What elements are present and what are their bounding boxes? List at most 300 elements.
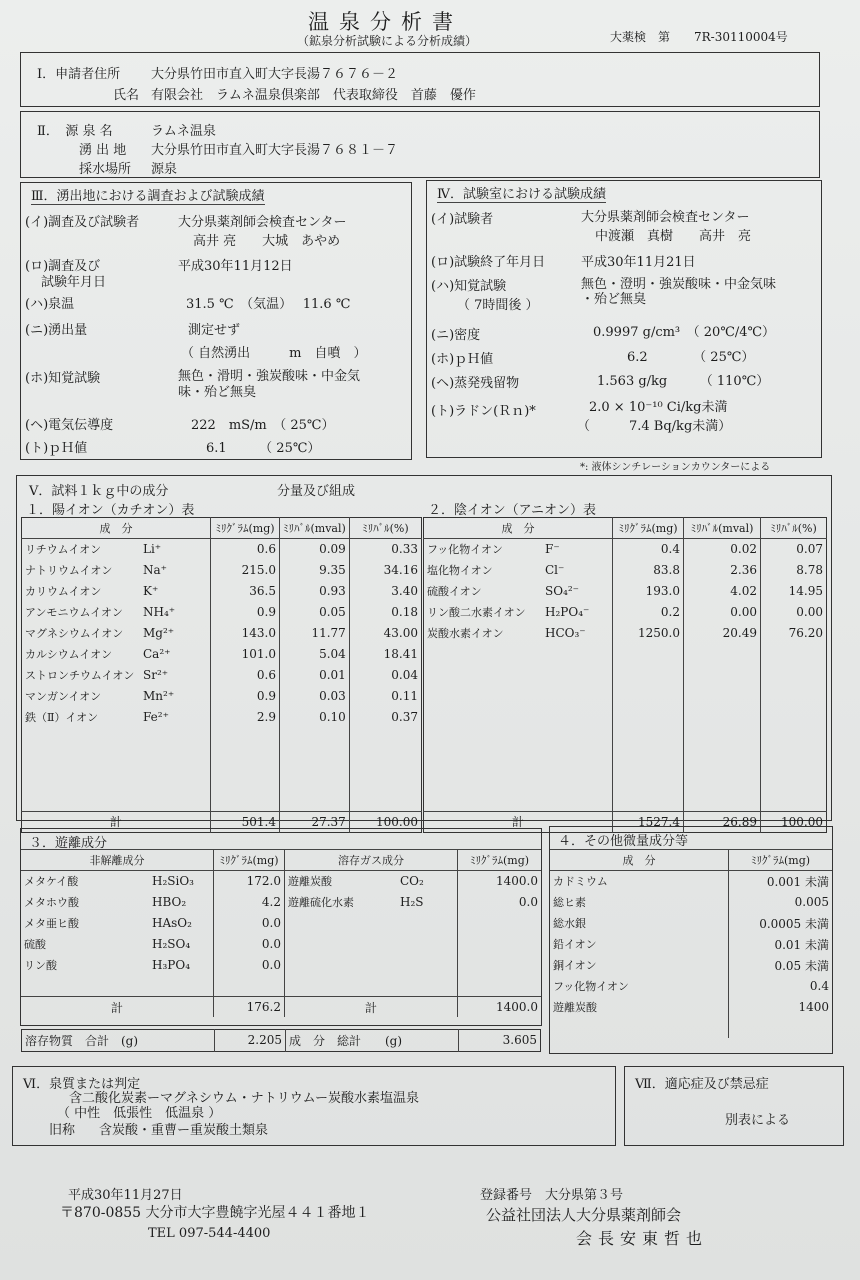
document-title: 温泉分析書 — [308, 10, 463, 34]
section-lab-test — [426, 180, 822, 458]
anion-total-mval: 26.89 — [684, 811, 761, 832]
lab-ph: 6.2 （ 25℃） — [627, 350, 755, 365]
component-formula: Cl⁻ — [545, 563, 565, 578]
component-name: カルシウムイオン — [25, 647, 113, 661]
composition-title: Ⅴ．試料１ｋｇ中の成分 — [29, 484, 169, 499]
component-cell — [22, 581, 211, 602]
applicant-address-label: Ⅰ．申請者住所 — [37, 67, 121, 82]
anion-row — [424, 685, 827, 706]
trace-title: ４．その他微量成分等 — [558, 834, 689, 849]
mg-value — [613, 706, 684, 727]
component-cell — [22, 539, 211, 560]
applicant-address: 大分県竹田市直入町大字長湯７６７６－２ — [151, 67, 399, 82]
lab-ph-label: (ホ)ｐＨ値 — [431, 352, 494, 367]
gas-mg: 0.0 — [458, 892, 542, 913]
density-label: (ニ)密度 — [431, 328, 481, 343]
mg-value: 215.0 — [211, 560, 280, 581]
anion-row — [424, 790, 827, 811]
component-cell — [424, 539, 613, 560]
mg-value: 0.4 — [613, 539, 684, 560]
trace-row — [550, 996, 832, 1017]
mg-value — [211, 790, 280, 811]
applicant-name-label: 氏名 — [113, 88, 140, 103]
mg-value — [613, 790, 684, 811]
trace-row — [550, 892, 832, 913]
mval-value — [684, 727, 761, 748]
component-formula: Na⁺ — [143, 563, 167, 578]
cation-row — [22, 685, 422, 706]
mval-value — [280, 769, 350, 790]
free-header-row — [21, 850, 541, 871]
mval-value — [684, 643, 761, 664]
pct-value — [761, 685, 827, 706]
pct-value — [349, 748, 421, 769]
component-cell — [22, 602, 211, 623]
gas-mg — [458, 934, 542, 955]
trace-name: 銅イオン — [553, 959, 597, 972]
cation-total-mval: 27.37 — [280, 811, 350, 832]
cation-row — [22, 581, 422, 602]
issuer-organization: 公益社団法人大分県薬剤師会 — [486, 1206, 682, 1224]
mval-value — [684, 769, 761, 790]
mg-value — [613, 727, 684, 748]
component-cell — [424, 790, 613, 811]
gas-col-name: 溶存ガス成分 — [285, 850, 458, 871]
sensory-label: (ホ)知覚試験 — [25, 371, 101, 386]
free-row — [21, 934, 541, 955]
trace-col-mg: ﾐﾘｸﾞﾗﾑ(mg) — [729, 850, 833, 871]
gas-name: 遊離硫化水素 — [288, 896, 354, 910]
field-investigator-org: 大分県薬剤師会検査センター — [178, 215, 347, 230]
pct-value — [761, 769, 827, 790]
issuer-president: 会長安東哲也 — [576, 1229, 709, 1248]
free-components-table — [21, 849, 541, 1017]
pct-value — [349, 769, 421, 790]
nondissoc-cell — [21, 975, 214, 996]
cation-total-label: 計 — [22, 811, 211, 832]
lab-tester-label: (イ)試験者 — [431, 212, 494, 227]
gas-cell — [285, 975, 458, 996]
totals-row — [22, 1030, 541, 1052]
gas-cell — [285, 913, 458, 934]
anion-row — [424, 643, 827, 664]
gas-formula: CO₂ — [400, 874, 424, 889]
free-row — [21, 913, 541, 934]
trace-value: 1400 — [729, 996, 833, 1017]
classification-title: Ⅵ．泉質または判定 — [23, 1077, 141, 1092]
anion-row — [424, 602, 827, 623]
classification-old: 含炭酸・重曹ー重炭酸土類泉 — [99, 1123, 269, 1138]
cation-col-component: 成 分 — [22, 518, 211, 539]
field-investigator-label: (イ)調査及び試験者 — [25, 215, 140, 230]
component-formula: H₂PO₄⁻ — [545, 605, 590, 620]
component-formula: Mg²⁺ — [143, 626, 175, 640]
mg-value: 83.8 — [613, 560, 684, 581]
sensory-line-1: 無色・滑明・強炭酸味・中金気 — [178, 369, 361, 384]
component-name: リチウムイオン — [25, 543, 102, 557]
gas-cell — [285, 871, 458, 892]
nondissoc-cell — [21, 892, 214, 913]
mg-value: 0.6 — [211, 664, 280, 685]
component-cell — [424, 727, 613, 748]
lab-end-date-label: (ロ)試験終了年月日 — [431, 255, 546, 270]
field-investigator-names: 高井 亮 大城 あやめ — [193, 234, 341, 249]
component-formula: SO₄²⁻ — [545, 584, 580, 599]
anion-total-label: 計 — [424, 811, 613, 832]
mval-value — [684, 685, 761, 706]
mg-value: 2.9 — [211, 706, 280, 727]
office-tel: TEL 097-544-4400 — [148, 1226, 271, 1241]
pct-value: 18.41 — [349, 643, 421, 664]
trace-value: 0.4 — [729, 975, 833, 996]
mval-value — [684, 748, 761, 769]
component-name: カリウムイオン — [25, 585, 102, 599]
anion-row — [424, 539, 827, 560]
office-address: 〒870-0855 大分市大字豊饒字光屋４４１番地１ — [60, 1205, 370, 1221]
component-formula: Fe²⁺ — [143, 709, 169, 724]
trace-row — [550, 955, 832, 976]
mval-value — [280, 790, 350, 811]
trace-value: 0.0005 未満 — [729, 913, 833, 934]
anion-row — [424, 706, 827, 727]
nondissoc-formula: H₂SO₄ — [152, 937, 191, 952]
classification-old-label: 旧称 — [49, 1123, 76, 1138]
component-name: マンガンイオン — [25, 689, 102, 703]
cation-title: １．陽イオン（カチオン）表 — [26, 503, 195, 518]
radon: 2.0 × 10⁻¹⁰ Ci/kg未満 — [589, 400, 728, 415]
free-components-title: ３．遊離成分 — [29, 836, 108, 851]
certificate-number: 大薬検 第 7R-30110004号 — [610, 30, 788, 44]
trace-row — [550, 1017, 832, 1038]
mval-value — [280, 727, 350, 748]
anion-title: ２．陰イオン（アニオン）表 — [428, 503, 596, 518]
nondissoc-mg: 4.2 — [214, 892, 285, 913]
anion-row — [424, 623, 827, 644]
cation-col-pct: ﾐﾘﾊﾞﾙ(%) — [349, 518, 421, 539]
trace-value: 0.001 未満 — [729, 871, 833, 892]
composition-subtitle: 分量及び組成 — [277, 484, 356, 499]
trace-name: 遊離炭酸 — [553, 1000, 597, 1014]
trace-value: 0.01 未満 — [729, 934, 833, 955]
mg-value: 0.2 — [613, 602, 684, 623]
nondissoc-name: リン酸 — [24, 959, 57, 972]
mval-value: 4.02 — [684, 581, 761, 602]
source-location: 大分県竹田市直入町大字長湯７６８１－７ — [151, 143, 399, 158]
mval-value: 0.00 — [684, 602, 761, 623]
mg-value — [211, 769, 280, 790]
section-indications — [624, 1066, 844, 1146]
component-name: フッ化物イオン — [427, 543, 503, 557]
section-applicant — [20, 52, 820, 107]
pct-value: 0.37 — [349, 706, 421, 727]
component-name: 塩化物イオン — [427, 564, 493, 578]
document-subtitle: （鉱泉分析試験による分析成績） — [297, 34, 478, 48]
flow-value: 測定せず — [188, 323, 241, 338]
component-cell — [22, 727, 211, 748]
anion-row — [424, 748, 827, 769]
pct-value — [349, 727, 421, 748]
cation-row — [22, 706, 422, 727]
component-cell — [22, 685, 211, 706]
trace-col-name: 成 分 — [550, 850, 729, 871]
trace-value: 0.05 未満 — [729, 955, 833, 976]
issue-date: 平成30年11月27日 — [68, 1188, 183, 1203]
radon-label: (ト)ラドン(Ｒｎ)* — [431, 404, 536, 419]
field-date-label: (ロ)調査及び — [25, 259, 101, 274]
nondissoc-formula: HBO₂ — [152, 895, 187, 910]
mg-value: 0.9 — [211, 602, 280, 623]
conductivity: 222 mS/m （ 25℃） — [191, 418, 335, 433]
anion-row — [424, 769, 827, 790]
spring-temp: 31.5 ℃ （気温） 11.6 ℃ — [186, 297, 351, 312]
lab-tester-org: 大分県薬剤師会検査センター — [581, 210, 750, 225]
component-cell — [22, 706, 211, 727]
trace-name: カドミウム — [553, 875, 608, 889]
mg-value: 193.0 — [613, 581, 684, 602]
lab-end-date: 平成30年11月21日 — [581, 255, 696, 270]
classification-line-1: 含二酸化炭素ーマグネシウム・ナトリウムー炭酸水素塩温泉 — [69, 1091, 419, 1106]
component-name: ストロンチウムイオン — [25, 668, 135, 682]
sensory-line-2: 味・殆ど無臭 — [178, 385, 257, 400]
cation-row — [22, 769, 422, 790]
mval-value: 0.02 — [684, 539, 761, 560]
nondissoc-cell — [21, 871, 214, 892]
cation-col-mval: ﾐﾘﾊﾞﾙ(mval) — [280, 518, 350, 539]
gas-col-mg: ﾐﾘｸﾞﾗﾑ(mg) — [458, 850, 542, 871]
trace-header-row — [550, 850, 832, 871]
component-cell — [424, 623, 613, 644]
mg-value: 101.0 — [211, 643, 280, 664]
cation-row — [22, 539, 422, 560]
component-formula: NH₄⁺ — [143, 605, 176, 620]
spring-temp-label: (ハ)泉温 — [25, 297, 75, 312]
mg-value — [211, 748, 280, 769]
mval-value: 20.49 — [684, 623, 761, 644]
nondissoc-mg: 0.0 — [214, 955, 285, 976]
component-name: 炭酸水素イオン — [427, 627, 504, 640]
free-row — [21, 975, 541, 996]
component-name: アンモニウムイオン — [25, 606, 123, 620]
cation-row — [22, 560, 422, 581]
mg-value: 143.0 — [211, 623, 280, 644]
cation-row — [22, 623, 422, 644]
pct-value: 3.40 — [349, 581, 421, 602]
lab-tester-names: 中渡瀬 真樹 高井 亮 — [595, 229, 752, 244]
mg-value — [613, 748, 684, 769]
free-row — [21, 871, 541, 892]
mval-value: 2.36 — [684, 560, 761, 581]
trace-table — [550, 849, 832, 1038]
component-formula: Sr²⁺ — [143, 667, 169, 682]
mg-value — [613, 769, 684, 790]
component-formula: HCO₃⁻ — [545, 626, 586, 640]
mg-value — [211, 727, 280, 748]
pct-value: 8.78 — [761, 560, 827, 581]
pct-value — [761, 664, 827, 685]
nondissoc-mg: 0.0 — [214, 934, 285, 955]
dissolved-total: 2.205 — [215, 1030, 286, 1052]
lab-sensory-line-1: 無色・澄明・強炭酸味・中金気味 — [581, 277, 777, 292]
source-location-label: 湧 出 地 — [79, 143, 127, 158]
component-total: 3.605 — [459, 1030, 541, 1052]
section-classification — [12, 1066, 616, 1146]
nondissoc-name: メタケイ酸 — [24, 875, 79, 889]
component-name: ナトリウムイオン — [25, 564, 113, 578]
mval-value: 9.35 — [280, 560, 350, 581]
pct-value: 0.04 — [349, 664, 421, 685]
component-cell — [424, 643, 613, 664]
component-cell — [424, 664, 613, 685]
registration-number: 登録番号 大分県第３号 — [480, 1188, 624, 1203]
mval-value: 0.09 — [280, 539, 350, 560]
pct-value: 76.20 — [761, 623, 827, 644]
component-cell — [22, 790, 211, 811]
cation-header-row — [22, 518, 422, 539]
field-survey-title: Ⅲ．湧出地における調査および試験成績 — [31, 185, 265, 205]
anion-col-pct: ﾐﾘﾊﾞﾙ(%) — [761, 518, 827, 539]
cation-total-pct: 100.00 — [349, 811, 421, 832]
trace-row — [550, 975, 832, 996]
conductivity-label: (ヘ)電気伝導度 — [25, 418, 114, 433]
radon-bq: （ 7.4 Bq/kg未満） — [577, 419, 732, 434]
nondissoc-formula: H₂SiO₃ — [152, 874, 194, 889]
pct-value: 43.00 — [349, 623, 421, 644]
pct-value — [761, 790, 827, 811]
free-row — [21, 892, 541, 913]
mg-value: 0.9 — [211, 685, 280, 706]
component-cell — [424, 581, 613, 602]
trace-name: フッ化物イオン — [553, 979, 629, 993]
mval-value — [280, 748, 350, 769]
pct-value: 0.07 — [761, 539, 827, 560]
mval-value: 0.03 — [280, 685, 350, 706]
component-cell — [424, 560, 613, 581]
component-name: 鉄（Ⅱ）イオン — [25, 710, 99, 724]
nondissoc-total: 176.2 — [214, 997, 285, 1018]
free-total-row — [21, 997, 541, 1018]
lab-test-title: Ⅳ．試験室における試験成績 — [437, 183, 606, 203]
cation-row — [22, 790, 422, 811]
component-formula: Ca²⁺ — [143, 646, 171, 661]
mg-value: 1250.0 — [613, 623, 684, 644]
field-ph: 6.1 （ 25℃） — [206, 441, 321, 456]
trace-name: 総ヒ素 — [553, 896, 586, 910]
cation-total-mg: 501.4 — [211, 811, 280, 832]
anion-total-mg: 1527.4 — [613, 811, 684, 832]
classification-line-2: （ 中性 低張性 低温泉 ） — [57, 1106, 222, 1121]
pct-value: 0.33 — [349, 539, 421, 560]
component-name: リン酸二水素イオン — [427, 606, 526, 620]
mval-value: 0.05 — [280, 602, 350, 623]
nondissoc-col-name: 非解離成分 — [21, 850, 214, 871]
gas-mg — [458, 955, 542, 976]
field-ph-label: (ト)ｐＨ値 — [25, 441, 88, 456]
trace-row — [550, 913, 832, 934]
mg-value — [613, 643, 684, 664]
component-cell — [22, 623, 211, 644]
trace-value — [729, 1017, 833, 1038]
nondissoc-formula: H₃PO₄ — [152, 958, 190, 972]
trace-name: 鉛イオン — [553, 938, 597, 952]
anion-col-mg: ﾐﾘｸﾞﾗﾑ(mg) — [613, 518, 684, 539]
flow-label: (ニ)湧出量 — [25, 323, 88, 338]
component-formula: K⁺ — [143, 584, 159, 599]
gas-cell — [285, 955, 458, 976]
mg-value — [613, 664, 684, 685]
lab-sensory-after: （ 7時間後 ） — [457, 298, 539, 313]
nondissoc-total-label: 計 — [21, 997, 214, 1018]
indications-title: Ⅶ．適応症及び禁忌症 — [635, 1077, 769, 1092]
trace-row — [550, 871, 832, 892]
nondissoc-mg: 0.0 — [214, 913, 285, 934]
gas-total-label: 計 — [285, 997, 458, 1018]
anion-row — [424, 560, 827, 581]
lab-sensory-line-2: ・殆ど無臭 — [581, 292, 647, 307]
mg-value: 0.6 — [211, 539, 280, 560]
anion-row — [424, 581, 827, 602]
pct-value: 0.00 — [761, 602, 827, 623]
anion-header-row — [424, 518, 827, 539]
applicant-name: 有限会社 ラムネ温泉倶楽部 代表取締役 首藤 優作 — [151, 88, 476, 103]
section-source — [20, 111, 820, 178]
source-name-label: Ⅱ． 源 泉 名 — [37, 124, 113, 139]
gas-cell — [285, 934, 458, 955]
lab-sensory-label: (ハ)知覚試験 — [431, 279, 507, 294]
component-cell — [22, 664, 211, 685]
nondissoc-cell — [21, 913, 214, 934]
mval-value: 0.93 — [280, 581, 350, 602]
anion-row — [424, 664, 827, 685]
pct-value: 34.16 — [349, 560, 421, 581]
pct-value — [761, 706, 827, 727]
gas-total: 1400.0 — [458, 997, 542, 1018]
component-cell — [22, 560, 211, 581]
nondissoc-col-mg: ﾐﾘｸﾞﾗﾑ(mg) — [214, 850, 285, 871]
flow-type: （ 自然湧出 m 自噴 ） — [181, 346, 367, 361]
cation-row — [22, 643, 422, 664]
gas-formula: H₂S — [400, 895, 424, 910]
anion-row — [424, 727, 827, 748]
nondissoc-formula: HAsO₂ — [152, 916, 192, 931]
pct-value: 14.95 — [761, 581, 827, 602]
nondissoc-cell — [21, 955, 214, 976]
component-cell — [424, 602, 613, 623]
trace-row — [550, 934, 832, 955]
nondissoc-mg: 172.0 — [214, 871, 285, 892]
mg-value — [613, 685, 684, 706]
gas-mg — [458, 913, 542, 934]
pct-value — [761, 748, 827, 769]
mval-value — [684, 706, 761, 727]
component-formula: Mn²⁺ — [143, 688, 175, 703]
anion-col-mval: ﾐﾘﾊﾞﾙ(mval) — [684, 518, 761, 539]
gas-name: 遊離炭酸 — [288, 875, 332, 889]
component-cell — [424, 748, 613, 769]
mval-value: 11.77 — [280, 623, 350, 644]
mval-value — [684, 664, 761, 685]
component-formula: Li⁺ — [143, 542, 162, 557]
density: 0.9997 g/cm³ （ 20℃/4℃） — [593, 325, 776, 340]
totals-table — [21, 1029, 541, 1052]
section-field-survey — [20, 182, 412, 460]
dissolved-total-label: 溶存物質 合計 (g) — [25, 1033, 139, 1048]
pct-value — [349, 790, 421, 811]
component-total-label: 成 分 総計 (g) — [286, 1030, 459, 1052]
cation-row — [22, 727, 422, 748]
mg-value: 36.5 — [211, 581, 280, 602]
gas-mg — [458, 975, 542, 996]
source-name: ラムネ温泉 — [151, 124, 216, 139]
